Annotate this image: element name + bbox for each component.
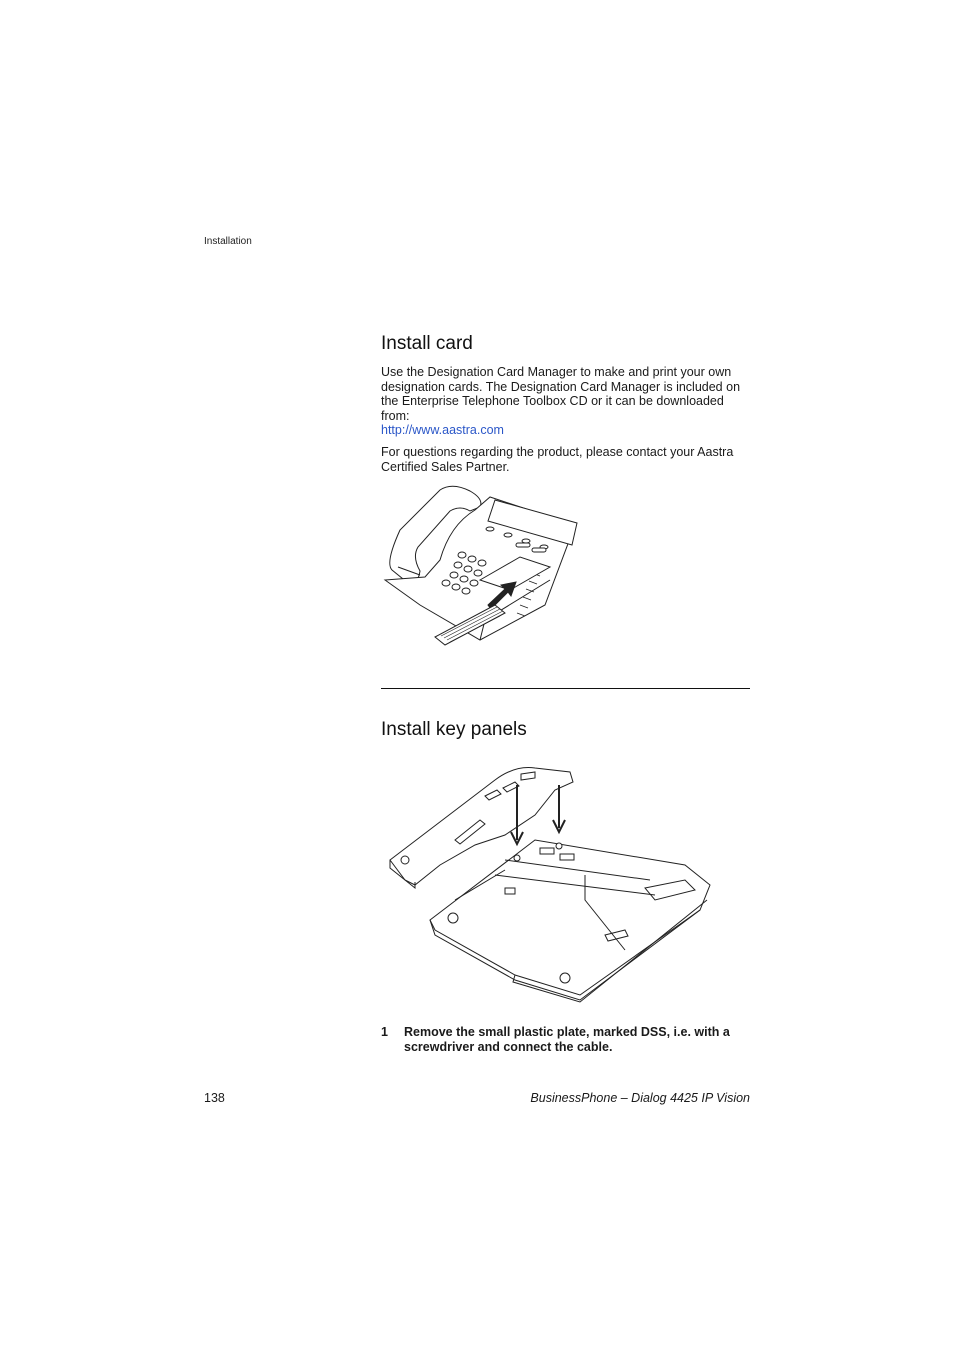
step-number: 1 [381, 1025, 388, 1039]
sales-partner-paragraph: For questions regarding the product, please contact your Aastra Certified Sales Partner. [381, 445, 734, 474]
install-card-paragraph: Use the Designation Card Manager to make and print your own designation cards. The Designation Card Manager is included on the Enterprise Telephone Toolbox CD or it can be downloaded from: [381, 365, 741, 423]
section-divider [381, 688, 750, 689]
install-card-illustration [380, 485, 580, 650]
footer-doc-title: BusinessPhone – Dialog 4425 IP Vision [530, 1091, 750, 1105]
aastra-link[interactable]: http://www.aastra.com [381, 423, 504, 437]
page-number: 138 [204, 1091, 225, 1105]
install-key-panels-illustration [385, 760, 715, 1005]
install-card-heading: Install card [381, 333, 473, 354]
running-header: Installation [204, 236, 252, 247]
step-text: Remove the small plastic plate, marked DSS, i.e. with a screwdriver and connect the cable. [404, 1025, 730, 1054]
install-key-panels-heading: Install key panels [381, 719, 527, 740]
